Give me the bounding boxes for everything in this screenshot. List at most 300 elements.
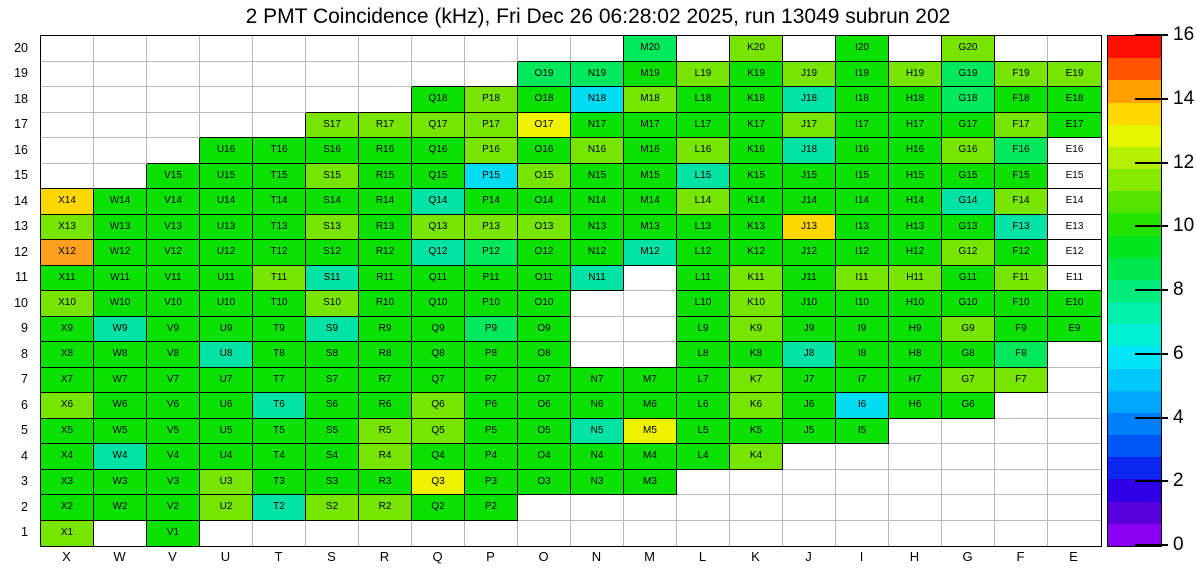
- heatmap-empty-cell: [1048, 342, 1101, 368]
- heatmap-cell: L16: [677, 138, 730, 164]
- heatmap-cell: S6: [306, 393, 359, 419]
- heatmap-empty-cell: [730, 495, 783, 521]
- y-axis-label: 13: [14, 219, 28, 234]
- x-axis-label: Q: [432, 549, 443, 564]
- heatmap-cell: L19: [677, 62, 730, 88]
- heatmap-cell: R14: [359, 189, 412, 215]
- heatmap-cell: E10: [1048, 291, 1101, 317]
- heatmap-cell: G10: [942, 291, 995, 317]
- heatmap-cell: K11: [730, 266, 783, 292]
- heatmap-empty-cell: [359, 36, 412, 62]
- heatmap-empty-cell: [995, 36, 1048, 62]
- heatmap-cell: K12: [730, 240, 783, 266]
- x-axis-label: O: [538, 549, 549, 564]
- colorbar-tick: [1135, 289, 1168, 291]
- y-axis: [0, 35, 34, 545]
- heatmap-cell: J5: [783, 419, 836, 445]
- x-axis-label: W: [113, 549, 126, 564]
- heatmap-cell: S3: [306, 470, 359, 496]
- heatmap-empty-cell: [200, 36, 253, 62]
- heatmap-cell: Q6: [412, 393, 465, 419]
- heatmap-cell: G15: [942, 164, 995, 190]
- heatmap-cell: X12: [41, 240, 94, 266]
- heatmap-cell: O15: [518, 164, 571, 190]
- heatmap-cell: H8: [889, 342, 942, 368]
- heatmap-cell: V9: [147, 317, 200, 343]
- heatmap-empty-cell: [571, 317, 624, 343]
- heatmap-empty-cell: [677, 470, 730, 496]
- heatmap-cell: S11: [306, 266, 359, 292]
- heatmap-cell: U9: [200, 317, 253, 343]
- heatmap-cell: F13: [995, 215, 1048, 241]
- heatmap-cell: N18: [571, 87, 624, 113]
- heatmap-cell: H13: [889, 215, 942, 241]
- heatmap-cell: N15: [571, 164, 624, 190]
- heatmap-cell: X5: [41, 419, 94, 445]
- x-axis-label: L: [698, 549, 707, 564]
- x-axis-label: E: [1069, 549, 1078, 564]
- heatmap-empty-cell: [995, 470, 1048, 496]
- y-axis-label: 8: [21, 346, 28, 361]
- heatmap-empty-cell: [624, 495, 677, 521]
- heatmap-cell: U7: [200, 368, 253, 394]
- heatmap-empty-cell: [1048, 419, 1101, 445]
- heatmap-empty-cell: [1048, 36, 1101, 62]
- x-axis-label: X: [62, 549, 71, 564]
- heatmap-cell: P12: [465, 240, 518, 266]
- heatmap-empty-cell: [783, 444, 836, 470]
- heatmap-cell: V8: [147, 342, 200, 368]
- heatmap-cell: E19: [1048, 62, 1101, 88]
- heatmap-cell: R16: [359, 138, 412, 164]
- heatmap-cell: L11: [677, 266, 730, 292]
- heatmap-empty-cell: [1048, 368, 1101, 394]
- colorbar-tick: [1135, 225, 1168, 227]
- heatmap-cell: I10: [836, 291, 889, 317]
- heatmap-cell: R17: [359, 113, 412, 139]
- heatmap-cell: R2: [359, 495, 412, 521]
- heatmap-cell: L10: [677, 291, 730, 317]
- heatmap-cell: E11: [1048, 266, 1101, 292]
- colorbar-band: [1108, 502, 1161, 524]
- heatmap-cell: T3: [253, 470, 306, 496]
- heatmap-cell: U11: [200, 266, 253, 292]
- heatmap-cell: I12: [836, 240, 889, 266]
- heatmap-cell: M15: [624, 164, 677, 190]
- heatmap-empty-cell: [889, 495, 942, 521]
- heatmap-cell: T5: [253, 419, 306, 445]
- heatmap-empty-cell: [995, 419, 1048, 445]
- x-axis-label: F: [1016, 549, 1025, 564]
- heatmap-cell: P14: [465, 189, 518, 215]
- heatmap-cell: W2: [94, 495, 147, 521]
- heatmap-cell: R13: [359, 215, 412, 241]
- heatmap-empty-cell: [147, 87, 200, 113]
- heatmap-cell: J19: [783, 62, 836, 88]
- heatmap-cell: H19: [889, 62, 942, 88]
- heatmap-cell: F9: [995, 317, 1048, 343]
- colorbar: [1107, 24, 1196, 555]
- heatmap-cell: X4: [41, 444, 94, 470]
- heatmap-cell: U5: [200, 419, 253, 445]
- y-axis-label: 20: [14, 40, 28, 55]
- heatmap-cell: K13: [730, 215, 783, 241]
- colorbar-tick-label: 2: [1173, 470, 1184, 492]
- heatmap-empty-cell: [624, 291, 677, 317]
- heatmap-cell: G13: [942, 215, 995, 241]
- heatmap-empty-cell: [783, 36, 836, 62]
- y-axis-label: 6: [21, 397, 28, 412]
- heatmap-empty-cell: [889, 36, 942, 62]
- heatmap-empty-cell: [200, 87, 253, 113]
- heatmap-cell: S9: [306, 317, 359, 343]
- heatmap-cell: Q4: [412, 444, 465, 470]
- heatmap-cell: I8: [836, 342, 889, 368]
- heatmap-cell: G18: [942, 87, 995, 113]
- heatmap-cell: V4: [147, 444, 200, 470]
- heatmap-empty-cell: [94, 36, 147, 62]
- y-axis-label: 15: [14, 168, 28, 183]
- heatmap-empty-cell: [942, 495, 995, 521]
- x-axis-label: V: [168, 549, 177, 564]
- colorbar-tick-label: 14: [1173, 87, 1195, 109]
- heatmap-cell: P16: [465, 138, 518, 164]
- heatmap-cell: U10: [200, 291, 253, 317]
- colorbar-tick-label: 4: [1173, 406, 1184, 428]
- heatmap-cell: L12: [677, 240, 730, 266]
- heatmap-cell: X1: [41, 521, 94, 547]
- heatmap-cell: X10: [41, 291, 94, 317]
- heatmap-cell: L18: [677, 87, 730, 113]
- heatmap-cell: M4: [624, 444, 677, 470]
- heatmap-cell: W10: [94, 291, 147, 317]
- heatmap-cell: I20: [836, 36, 889, 62]
- heatmap-cell: M19: [624, 62, 677, 88]
- heatmap-cell: F19: [995, 62, 1048, 88]
- heatmap-cell: G8: [942, 342, 995, 368]
- heatmap-cell: G17: [942, 113, 995, 139]
- heatmap-cell: P9: [465, 317, 518, 343]
- heatmap-cell: V7: [147, 368, 200, 394]
- heatmap-cell: Q10: [412, 291, 465, 317]
- heatmap-cell: U13: [200, 215, 253, 241]
- heatmap-cell: T4: [253, 444, 306, 470]
- x-axis-label: G: [962, 549, 973, 564]
- heatmap-cell: H17: [889, 113, 942, 139]
- heatmap-cell: T12: [253, 240, 306, 266]
- colorbar-band: [1108, 324, 1161, 346]
- colorbar-band: [1108, 346, 1161, 368]
- heatmap-cell: J7: [783, 368, 836, 394]
- heatmap-cell: X2: [41, 495, 94, 521]
- heatmap-cell: R4: [359, 444, 412, 470]
- heatmap-empty-cell: [995, 444, 1048, 470]
- heatmap-cell: R9: [359, 317, 412, 343]
- heatmap-empty-cell: [200, 113, 253, 139]
- heatmap-cell: U2: [200, 495, 253, 521]
- heatmap-cell: V13: [147, 215, 200, 241]
- heatmap-cell: P4: [465, 444, 518, 470]
- heatmap-empty-cell: [889, 444, 942, 470]
- heatmap-cell: I9: [836, 317, 889, 343]
- heatmap-cell: L9: [677, 317, 730, 343]
- heatmap-empty-cell: [1048, 521, 1101, 547]
- heatmap-cell: X8: [41, 342, 94, 368]
- heatmap-cell: O8: [518, 342, 571, 368]
- heatmap-cell: U6: [200, 393, 253, 419]
- heatmap-cell: J12: [783, 240, 836, 266]
- heatmap-cell: E17: [1048, 113, 1101, 139]
- heatmap-cell: J18: [783, 87, 836, 113]
- heatmap-cell: W6: [94, 393, 147, 419]
- heatmap-cell: H9: [889, 317, 942, 343]
- heatmap-empty-cell: [624, 521, 677, 547]
- heatmap-cell: J14: [783, 189, 836, 215]
- heatmap-empty-cell: [942, 444, 995, 470]
- heatmap-cell: K8: [730, 342, 783, 368]
- heatmap-empty-cell: [465, 521, 518, 547]
- y-axis-label: 7: [21, 372, 28, 387]
- heatmap-cell: V5: [147, 419, 200, 445]
- heatmap-cell: U3: [200, 470, 253, 496]
- heatmap-cell: V11: [147, 266, 200, 292]
- heatmap-cell: J17: [783, 113, 836, 139]
- colorbar-tick: [1135, 162, 1168, 164]
- colorbar-band: [1108, 169, 1161, 191]
- heatmap-empty-cell: [783, 521, 836, 547]
- heatmap-cell: G6: [942, 393, 995, 419]
- heatmap-cell: Q18: [412, 87, 465, 113]
- x-axis-label: U: [220, 549, 231, 564]
- heatmap-cell: F10: [995, 291, 1048, 317]
- heatmap-cell: W14: [94, 189, 147, 215]
- heatmap-cell: R5: [359, 419, 412, 445]
- colorbar-band: [1108, 479, 1161, 501]
- heatmap-empty-cell: [1048, 393, 1101, 419]
- heatmap-cell: Q17: [412, 113, 465, 139]
- heatmap-cell: M16: [624, 138, 677, 164]
- heatmap-empty-cell: [836, 521, 889, 547]
- heatmap-empty-cell: [306, 521, 359, 547]
- heatmap-cell: O10: [518, 291, 571, 317]
- heatmap-empty-cell: [730, 521, 783, 547]
- heatmap-cell: I17: [836, 113, 889, 139]
- y-axis-label: 19: [14, 66, 28, 81]
- heatmap-cell: E12: [1048, 240, 1101, 266]
- heatmap-cell: O13: [518, 215, 571, 241]
- heatmap-cell: U8: [200, 342, 253, 368]
- heatmap-cell: Q13: [412, 215, 465, 241]
- heatmap-empty-cell: [942, 521, 995, 547]
- heatmap-empty-cell: [677, 495, 730, 521]
- heatmap-empty-cell: [1048, 495, 1101, 521]
- heatmap-cell: E13: [1048, 215, 1101, 241]
- heatmap-empty-cell: [147, 36, 200, 62]
- heatmap-cell: T9: [253, 317, 306, 343]
- heatmap-empty-cell: [518, 36, 571, 62]
- heatmap-cell: I18: [836, 87, 889, 113]
- heatmap-empty-cell: [1048, 444, 1101, 470]
- heatmap-cell: O16: [518, 138, 571, 164]
- heatmap-empty-cell: [147, 62, 200, 88]
- heatmap-empty-cell: [41, 138, 94, 164]
- heatmap-cell: G11: [942, 266, 995, 292]
- heatmap-cell: K14: [730, 189, 783, 215]
- heatmap-empty-cell: [306, 87, 359, 113]
- heatmap-cell: K10: [730, 291, 783, 317]
- x-axis-label: I: [859, 549, 864, 564]
- heatmap-cell: K4: [730, 444, 783, 470]
- heatmap-cell: Q15: [412, 164, 465, 190]
- heatmap-cell: L17: [677, 113, 730, 139]
- heatmap-empty-cell: [306, 36, 359, 62]
- heatmap-cell: N17: [571, 113, 624, 139]
- heatmap-cell: R11: [359, 266, 412, 292]
- heatmap-cell: H10: [889, 291, 942, 317]
- heatmap-cell: P15: [465, 164, 518, 190]
- x-axis-label: H: [909, 549, 920, 564]
- colorbar-tick: [1135, 480, 1168, 482]
- heatmap-cell: H18: [889, 87, 942, 113]
- heatmap-cell: O19: [518, 62, 571, 88]
- heatmap-cell: S4: [306, 444, 359, 470]
- heatmap-cell: H16: [889, 138, 942, 164]
- heatmap-cell: M17: [624, 113, 677, 139]
- heatmap-cell: J11: [783, 266, 836, 292]
- heatmap-cell: P11: [465, 266, 518, 292]
- heatmap-cell: L15: [677, 164, 730, 190]
- heatmap-empty-cell: [359, 521, 412, 547]
- heatmap-cell: I16: [836, 138, 889, 164]
- heatmap-empty-cell: [571, 36, 624, 62]
- heatmap-empty-cell: [624, 317, 677, 343]
- heatmap-empty-cell: [465, 62, 518, 88]
- heatmap-cell: V14: [147, 189, 200, 215]
- colorbar-band: [1108, 125, 1161, 147]
- heatmap-cell: S14: [306, 189, 359, 215]
- heatmap-cell: R3: [359, 470, 412, 496]
- heatmap-empty-cell: [571, 521, 624, 547]
- heatmap-cell: T11: [253, 266, 306, 292]
- heatmap-cell: Q5: [412, 419, 465, 445]
- heatmap-cell: S2: [306, 495, 359, 521]
- colorbar-tick-label: 10: [1173, 215, 1195, 237]
- heatmap-cell: S10: [306, 291, 359, 317]
- heatmap-empty-cell: [253, 113, 306, 139]
- heatmap-cell: G16: [942, 138, 995, 164]
- heatmap-cell: I11: [836, 266, 889, 292]
- colorbar-band: [1108, 435, 1161, 457]
- heatmap-cell: O7: [518, 368, 571, 394]
- y-axis-label: 11: [15, 270, 28, 285]
- heatmap-cell: F15: [995, 164, 1048, 190]
- heatmap-cell: S17: [306, 113, 359, 139]
- heatmap-cell: X3: [41, 470, 94, 496]
- heatmap-cell: Q9: [412, 317, 465, 343]
- heatmap-cell: I14: [836, 189, 889, 215]
- heatmap-cell: E16: [1048, 138, 1101, 164]
- heatmap-cell: N4: [571, 444, 624, 470]
- heatmap-cell: I6: [836, 393, 889, 419]
- colorbar-band: [1108, 302, 1161, 324]
- heatmap-cell: M18: [624, 87, 677, 113]
- heatmap-cell: L7: [677, 368, 730, 394]
- heatmap-cell: M3: [624, 470, 677, 496]
- y-axis-label: 1: [21, 525, 28, 540]
- heatmap-cell: O14: [518, 189, 571, 215]
- heatmap-cell: H11: [889, 266, 942, 292]
- heatmap-cell: P10: [465, 291, 518, 317]
- heatmap-empty-cell: [41, 87, 94, 113]
- heatmap-cell: N16: [571, 138, 624, 164]
- heatmap-cell: G12: [942, 240, 995, 266]
- heatmap-cell: L5: [677, 419, 730, 445]
- heatmap-cell: N13: [571, 215, 624, 241]
- heatmap-cell: N12: [571, 240, 624, 266]
- heatmap-cell: X13: [41, 215, 94, 241]
- y-axis-label: 12: [14, 244, 28, 259]
- heatmap-empty-cell: [41, 36, 94, 62]
- heatmap-cell: V6: [147, 393, 200, 419]
- heatmap-cell: U14: [200, 189, 253, 215]
- heatmap-cell: S15: [306, 164, 359, 190]
- heatmap-cell: M7: [624, 368, 677, 394]
- heatmap-cell: T13: [253, 215, 306, 241]
- heatmap-cell: X9: [41, 317, 94, 343]
- heatmap-empty-cell: [518, 521, 571, 547]
- colorbar-tick: [1135, 34, 1168, 36]
- heatmap-cell: H15: [889, 164, 942, 190]
- heatmap-cell: J13: [783, 215, 836, 241]
- y-axis-label: 18: [14, 91, 28, 106]
- heatmap-cell: N5: [571, 419, 624, 445]
- heatmap-cell: E14: [1048, 189, 1101, 215]
- heatmap-cell: N3: [571, 470, 624, 496]
- heatmap-cell: K19: [730, 62, 783, 88]
- heatmap-cell: Q8: [412, 342, 465, 368]
- heatmap-cell: V12: [147, 240, 200, 266]
- heatmap-cell: I19: [836, 62, 889, 88]
- heatmap-empty-cell: [94, 138, 147, 164]
- heatmap-cell: L14: [677, 189, 730, 215]
- heatmap-cell: U12: [200, 240, 253, 266]
- heatmap-empty-cell: [889, 470, 942, 496]
- heatmap-cell: H14: [889, 189, 942, 215]
- x-axis-label: K: [751, 549, 760, 564]
- y-axis-label: 17: [14, 117, 28, 132]
- heatmap-empty-cell: [359, 62, 412, 88]
- heatmap-cell: O17: [518, 113, 571, 139]
- colorbar-tick-label: 0: [1173, 534, 1184, 555]
- heatmap-cell: V1: [147, 521, 200, 547]
- colorbar-band: [1108, 457, 1161, 479]
- heatmap-cell: O3: [518, 470, 571, 496]
- heatmap-cell: M6: [624, 393, 677, 419]
- heatmap-cell: W5: [94, 419, 147, 445]
- heatmap-cell: P5: [465, 419, 518, 445]
- heatmap-cell: N7: [571, 368, 624, 394]
- y-axis-label: 2: [21, 499, 28, 514]
- heatmap-cell: Q16: [412, 138, 465, 164]
- colorbar-gradient: [1107, 35, 1162, 547]
- heatmap-cell: P13: [465, 215, 518, 241]
- heatmap-cell: W12: [94, 240, 147, 266]
- heatmap-cell: O6: [518, 393, 571, 419]
- heatmap-cell: J8: [783, 342, 836, 368]
- heatmap-cell: P17: [465, 113, 518, 139]
- heatmap-cell: T10: [253, 291, 306, 317]
- heatmap-empty-cell: [942, 419, 995, 445]
